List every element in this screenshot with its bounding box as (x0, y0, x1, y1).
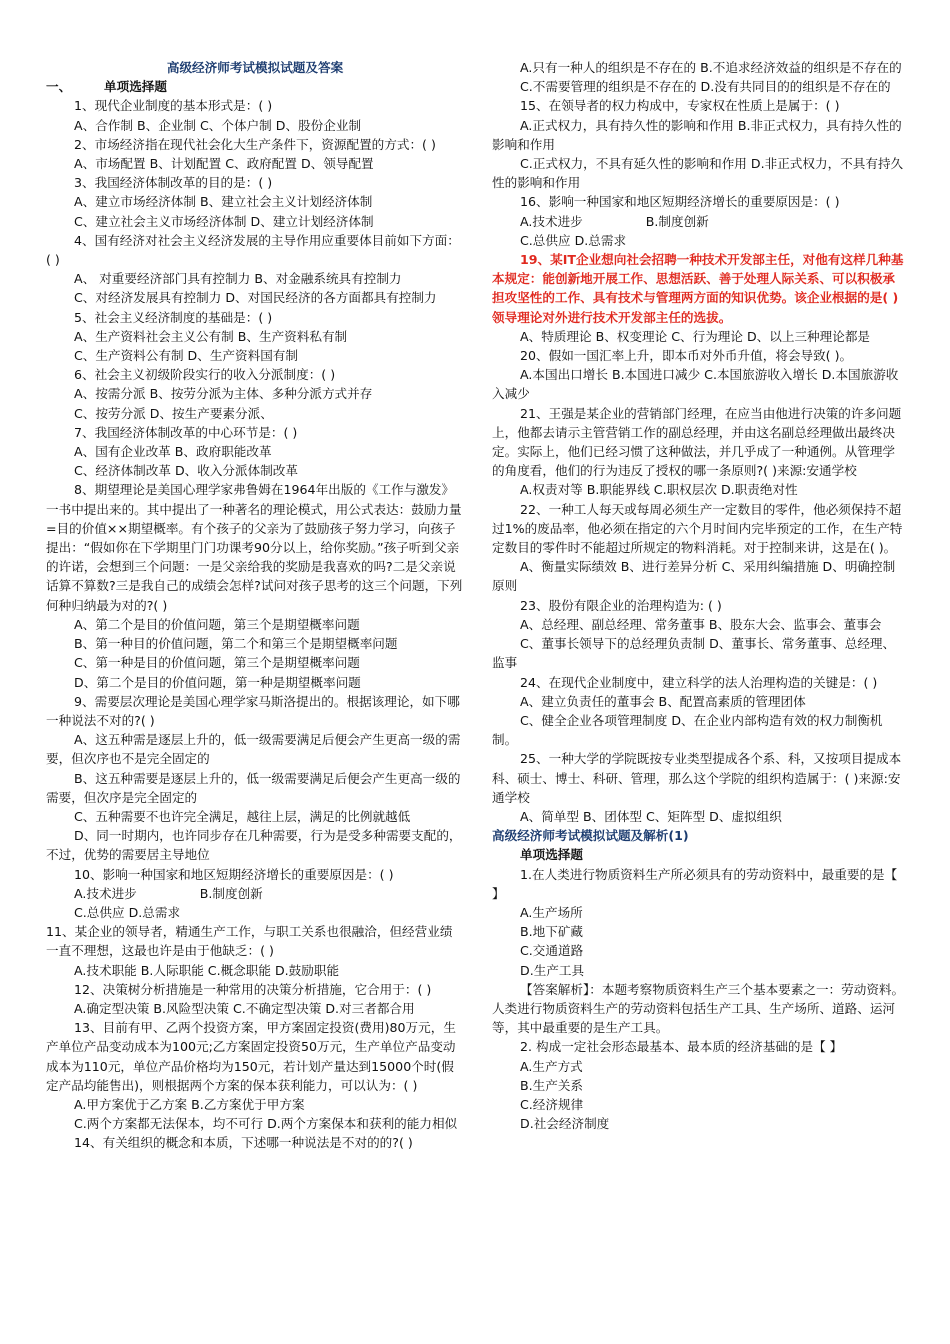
text-line: A.只有一种人的组织是不存在的 B.不追求经济效益的组织是不存在的 (520, 60, 902, 75)
text-line: 25、一种大学的学院既按专业类型提成各个系、科，又按项目提成本科、硕士、博士、科研、管理，那么这个学院的组织构造属于：( )来源:安通学校 (492, 751, 902, 805)
text-line: A、第二个是目的价值问题，第三个是期望概率问题 (74, 616, 360, 632)
text-line: A、 对重要经济部门具有控制力 B、对金融系统具有控制力 (74, 271, 402, 287)
text-line: C.正式权力，不具有延久性的影响和作用 D.非正式权力，不具有持久性的影响和作用 (492, 156, 904, 191)
text-line: C、五种需要不也许完全满足，越往上层，满足的比例就越低 (74, 808, 411, 824)
section-number: 一、 (46, 79, 72, 95)
text-line: C.两个方案都无法保本，均不可行 D.两个方案保本和获利的能力相似 (74, 1116, 458, 1132)
text-line: A.确定型决策 B.风险型决策 C.不确定型决策 D.对三者都合用 (74, 1000, 415, 1016)
text-line: D.社会经济制度 (520, 1116, 610, 1132)
text-line: A、生产资料社会主义公有制 B、生产资料私有制 (74, 328, 348, 344)
text-line: B.地下矿藏 (520, 924, 584, 940)
text-line: A、合作制 B、企业制 C、个体户制 D、股份企业制 (74, 117, 362, 133)
right-question-list (492, 58, 906, 826)
text-line: D、同一时期内，也许同步存在几种需要，行为是受多种需要支配的，不过，优势的需要居主导地位 (46, 828, 462, 863)
text-line: C、经济体制改革 D、收入分派体制改革 (74, 463, 298, 479)
text-line: 1.在人类进行物质资料生产所必须具有的劳动资料中，最重要的是【 】 (492, 866, 898, 901)
text-line: 19、某IT企业想向社会招聘一种技术开发部主任，对他有这样几种基本规定：能创新地开展工作、思想活跃、善于处理人际关系、可以积极承担攻坚性的工作、具有技术与管理两方面的知识优势。该企业根据的是( )领导理论对外进行技术开发部主任的选拔。 (492, 252, 904, 325)
section2-subtitle: 单项选择题 (520, 847, 583, 863)
text-line: A、衡量实际绩效 B、进行差异分析 C、采用纠编措施 D、明确控制原则 (492, 559, 896, 594)
text-line: 23、股份有限企业的治理构造为: ( ) (520, 597, 722, 613)
text-line: 20、假如一国汇率上升，即本币对外币升值，将会导致( )。 (520, 348, 853, 364)
text-line: C.交通道路 (520, 943, 584, 959)
text-line: C.不需要管理的组织是不存在的 D.没有共同目的的组织是不存在的 (520, 79, 891, 95)
text-line: A、简单型 B、团体型 C、矩阵型 D、虚拟组织 (520, 808, 782, 824)
text-line: 8、期望理论是美国心理学家弗鲁姆在1964年出版的《工作与激发》一书中提出来的。其中提出了一种著名的理论模式，用公式表达：鼓励力量=目的价值××期望概率。有个孩子的父亲为了鼓励孩子努力学习，向孩子提出：“假如你在下学期里门门功课考90分以上，给你奖励。”孩子听到父亲的许诺，会想到三个问题：一是父亲给我的奖励是我喜欢的吗?二是父亲说话算不算数?三是我自己的成绩会怎样?试问对孩子思考的这三个问题，下列何种归纳最为对的?( ) (46, 482, 463, 613)
text-line: 2、市场经济指在现代社会化大生产条件下，资源配置的方式：( ) (74, 136, 436, 152)
text-line: 13、目前有甲、乙两个投资方案，甲方案固定投资(费用)80万元，生产单位产品变动成本为100元;乙方案固定投资50万元，生产单位产品变动成本为110元，单位产品价格均为150元，若计划产量达到15000个时(假定产品均能售出)，则根据两个方案的保本获利能力，可以认为：( ) (46, 1020, 456, 1093)
text-line: 3、我国经济体制改革的目的是：( ) (74, 175, 273, 191)
text-line: C、对经济发展具有控制力 D、对国民经济的各方面都具有控制力 (74, 290, 437, 306)
text-line: 15、在领导者的权力构成中，专家权在性质上是属于：( ) (520, 98, 840, 114)
text-line: C、董事长领导下的总经理负责制 D、董事长、常务董事、总经理、监事 (492, 636, 896, 671)
text-line: C.总供应 D.总需求 (520, 232, 627, 248)
right-question-list-2 (492, 865, 906, 1134)
section-heading (46, 77, 464, 96)
text-line: A.生产方式 (520, 1058, 583, 1074)
right-column (492, 58, 906, 1133)
left-column (46, 58, 464, 1153)
text-line: A、总经理、副总经理、常务董事 B、股东大会、监事会、董事会 (520, 616, 882, 632)
text-line: A、建立市场经济体制 B、建立社会主义计划经济体制 (74, 194, 373, 210)
left-question-list (46, 96, 464, 1152)
text-line: 16、影响一种国家和地区短期经济增长的重要原因是：( ) (520, 194, 840, 210)
text-line: 24、在现代企业制度中，建立科学的法人治理构造的关键是：( ) (520, 674, 878, 690)
text-line: A.正式权力，具有持久性的影响和作用 B.非正式权力，具有持久性的影响和作用 (492, 117, 902, 152)
text-line: D.生产工具 (520, 962, 585, 978)
text-line: A.生产场所 (520, 904, 583, 920)
text-line: A.技术进步 B.制度创新 (74, 885, 263, 901)
text-line: A、这五种需是逐层上升的，低一级需要满足后便会产生更高一级的需要，但次序也不是完全固定的 (46, 732, 461, 767)
text-line: 22、一种工人每天或每周必须生产一定数目的零件，他必须保持不超过1%的废品率，他必须在指定的六个月时间内完毕预定的工作，在生产特定数目的零件时不能超过所规定的物料消耗。对于控制来讲，这是在( )。 (492, 501, 903, 556)
text-line: A.技术职能 B.人际职能 C.概念职能 D.鼓励职能 (74, 962, 340, 978)
text-line: 21、王强是某企业的营销部门经理，在应当由他进行决策的许多问题上，他都去请示主管营销工作的副总经理，并由这名副总经理做出最终决定。实际上，他们已经习惯了这种做法，并几乎成了一种通例。从管理学的角度看，他们的行为违反了授权的哪一条原则?( )来源:安通学校 (492, 405, 902, 479)
text-line: 11、某企业的领导者，精通生产工作，与职工关系也很融洽，但经营业绩一直不理想，这最也许是由于他缺乏：( ) (46, 924, 453, 959)
section2-title: 高级经济师考试模拟试题及解析(1) (492, 828, 689, 844)
text-line: 7、我国经济体制改革的中心环节是：( ) (74, 424, 298, 440)
text-line: 【答案解析】：本题考察物质资料生产三个基本要素之一：劳动资料。人类进行物质资料生产的劳动资料包括生产工具、生产场所、道路、运河等，其中最重要的是生产工具。 (492, 981, 905, 1036)
text-line: C、建立社会主义市场经济体制 D、建立计划经济体制 (74, 213, 374, 229)
text-line: C、按劳分派 D、按生产要素分派、 (74, 405, 273, 421)
text-line: 2. 构成一定社会形态最基本、最本质的经济基础的是【 】 (520, 1039, 843, 1055)
text-line: A.甲方案优于乙方案 B.乙方案优于甲方案 (74, 1096, 305, 1112)
text-line: A.本国出口增长 B.本国进口减少 C.本国旅游收入增长 D.本国旅游收入减少 (492, 367, 899, 402)
text-line: D、第二个是目的价值问题，第一种是期望概率问题 (74, 674, 361, 690)
text-line: B.生产关系 (520, 1077, 584, 1093)
text-line: C.经济规律 (520, 1096, 584, 1112)
text-line: 9、需要层次理论是美国心理学家马斯洛提出的。根据该理论，如下哪一种说法不对的?( ) (46, 693, 460, 728)
text-line: B、这五种需要是逐层上升的，低一级需要满足后便会产生更高一级的需要，但次序是完全固定的 (46, 770, 461, 805)
text-line: 1、现代企业制度的基本形式是：( ) (74, 98, 273, 114)
text-line: 5、社会主义经济制度的基础是：( ) (74, 309, 273, 325)
document-title: 高级经济师考试模拟试题及答案 (166, 60, 344, 75)
text-line: 6、社会主义初级阶段实行的收入分派制度：( ) (74, 367, 336, 383)
section-title: 单项选择题 (104, 79, 167, 95)
text-line: C、健全企业各项管理制度 D、在企业内部构造有效的权力制衡机制。 (492, 712, 883, 748)
text-line: C.总供应 D.总需求 (74, 904, 181, 920)
text-line: A.权责对等 B.职能界线 C.职权层次 D.职责绝对性 (520, 482, 798, 498)
text-line: 14、有关组织的概念和本质，下述哪一种说法是不对的的?( ) (74, 1135, 413, 1151)
text-line: 10、影响一种国家和地区短期经济增长的重要原因是：( ) (74, 866, 394, 882)
text-line: C、生产资料公有制 D、生产资料国有制 (74, 348, 298, 364)
text-line: A、特质理论 B、权变理论 C、行为理论 D、以上三种理论都是 (520, 328, 871, 344)
text-line: A、按需分派 B、按劳分派为主体、多种分派方式并存 (74, 386, 373, 402)
text-line: 4、国有经济对社会主义经济发展的主导作用应重要体目前如下方面：( ) (46, 232, 460, 268)
text-line: 12、决策树分析措施是一种常用的决策分析措施，它合用于：( ) (74, 981, 432, 997)
text-line: C、第一种是目的价值问题，第三个是期望概率问题 (74, 655, 360, 671)
text-line: B、第一种目的价值问题，第二个和第三个是期望概率问题 (74, 636, 398, 652)
text-line: A、建立负责任的董事会 B、配置高素质的管理团体 (520, 693, 806, 709)
text-line: A.技术进步 B.制度创新 (520, 213, 709, 229)
text-line: A、国有企业改革 B、政府职能改革 (74, 444, 272, 460)
text-line: A、市场配置 B、计划配置 C、政府配置 D、领导配置 (74, 156, 374, 172)
